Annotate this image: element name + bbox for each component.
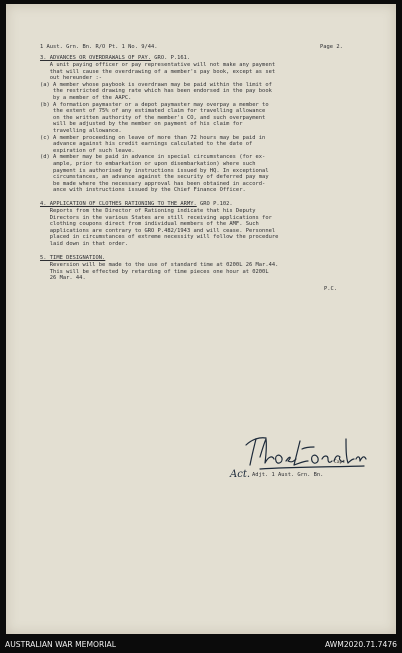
- body-line: Reversion will be made to the use of standard time at 0200L 26 Mar.44.: [40, 262, 279, 268]
- signature-title: Adjt. 1 Aust. Grn. Bn.: [252, 472, 324, 478]
- body-line: advance against his credit earnings calculated to the date of: [40, 141, 253, 148]
- body-line: Reports from the Director of Rationing indicate that his Deputy: [40, 208, 256, 214]
- rank-correction: Capt: [334, 460, 346, 465]
- initials-mark: P.C.: [324, 286, 338, 292]
- page-number: Page 2.: [320, 44, 343, 50]
- body-line: This will be effected by retarding of time pieces one hour at 0200L: [40, 268, 269, 275]
- section-4-ref: GRO P.102.: [196, 201, 233, 207]
- section-5-heading: [40, 255, 105, 262]
- body-line: (c) A member proceeding on leave of more than 72 hours may be paid in: [40, 134, 266, 141]
- body-line: clothing coupons direct from individual members of the AMF. Such: [40, 221, 259, 228]
- section-4-heading: [40, 201, 233, 208]
- body-line: on the written authority of the member's CO, and such overpayment: [40, 114, 266, 121]
- body-line: (b) A formation paymaster or a depot paymaster may overpay a member to: [40, 101, 269, 108]
- body-line: applications are contrary to GRO P.482/1943 and will cease. Personnel: [40, 227, 276, 234]
- body-line: circumstances, an advance against the security of deferred pay may: [40, 174, 269, 181]
- body-line: ance with instructions issued by the Chief Finance Officer.: [40, 187, 246, 194]
- body-line: laid down in that order.: [40, 241, 129, 247]
- typed-text: [6, 4, 396, 634]
- section-3-heading: [40, 55, 190, 62]
- section-4-title: 4. APPLICATION OF CLOTHES RATIONING TO THE ARMY.: [40, 201, 197, 207]
- body-line: out hereunder :-: [40, 75, 103, 82]
- signature-block: [230, 425, 370, 495]
- body-line: Directors in the various States are still receiving applications for: [40, 214, 272, 221]
- body-line: by a member of the AAPC.: [40, 95, 132, 101]
- footer-institution: AUSTRALIAN WAR MEMORIAL: [5, 640, 116, 649]
- body-line: the restricted drawing rate which has been endorsed in the pay book: [40, 88, 272, 95]
- body-line: travelling allowance.: [40, 128, 122, 134]
- body-line: be made where the necessary approval has been obtained in accord-: [40, 180, 266, 187]
- footer-catalogue-id: AWM2020.71.7476: [325, 640, 397, 649]
- section-5-title: 5. TIME DESIGNATION.: [40, 255, 106, 261]
- body-line: (a) A member whose paybook is overdrawn may be paid within the limit of: [40, 81, 272, 88]
- section-3-title: 3. ADVANCES OR OVERDRAWALS OF PAY.: [40, 55, 152, 61]
- acting-prefix: Act.: [230, 469, 251, 480]
- section-3-ref: GRO. P.161.: [151, 55, 191, 61]
- archive-footer: [0, 638, 402, 653]
- body-line: ample, prior to embarkation or upon disembarkation) where such: [40, 161, 256, 167]
- body-line: that will cause the overdrawing of a member's pay book, except as set: [40, 68, 276, 75]
- body-line: will be adjusted by the member on payment of his claim for: [40, 121, 243, 128]
- body-line: placed in circumstances of extreme necessity will follow the procedure: [40, 234, 279, 241]
- document-page: [6, 4, 396, 634]
- body-line: expiration of such leave.: [40, 147, 135, 154]
- header-reference: 1 Aust. Grn. Bn. R/O Pt. 1 No. 9/44.: [40, 44, 158, 50]
- body-line: A unit paying officer or pay representative will not make any payment: [40, 62, 276, 68]
- body-line: 26 Mar. 44.: [40, 275, 86, 282]
- body-line: payment is authorised by instructions issued by HQ. In exceptional: [40, 167, 269, 174]
- body-line: (d) A member may be paid in advance in special circumstances (for ex-: [40, 154, 266, 161]
- body-line: the extent of 75% of any estimated claim for travelling allowance: [40, 108, 266, 115]
